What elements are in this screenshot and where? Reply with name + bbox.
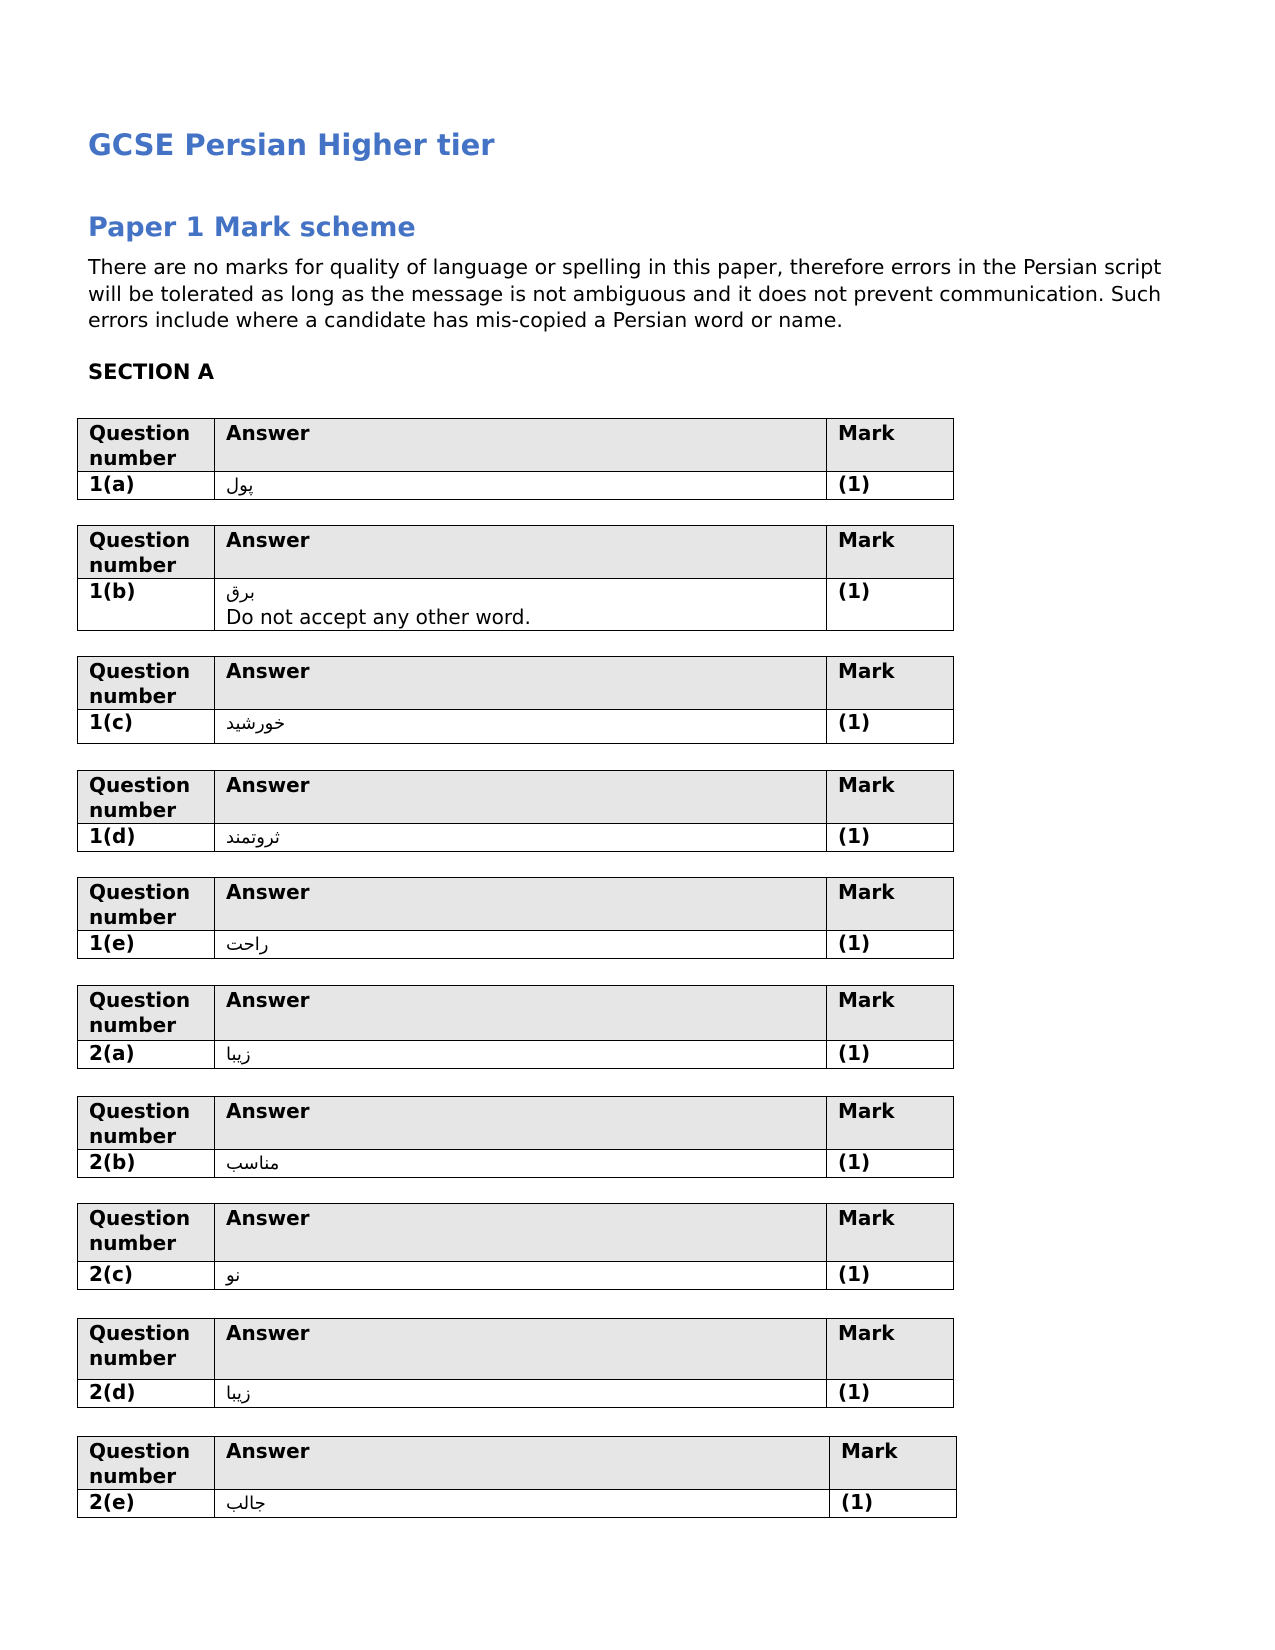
mark-header: Mark: [827, 419, 954, 472]
answer-header: Answer: [215, 1097, 827, 1150]
table-header-row: [78, 657, 954, 710]
mark-value: (1): [827, 1041, 954, 1069]
persian-answer: جالب: [226, 1493, 266, 1514]
mark-header: Mark: [827, 986, 954, 1041]
answer-header: Answer: [215, 657, 827, 710]
mark-header: Mark: [827, 657, 954, 710]
question-number-header: Question number: [78, 1204, 215, 1262]
table-header-row: [78, 419, 954, 472]
table-row: [78, 824, 954, 852]
question-number-header: Question number: [78, 1319, 215, 1380]
persian-answer: مناسب: [226, 1153, 280, 1174]
table-row: [78, 1380, 954, 1408]
question-table: [77, 1436, 957, 1518]
table-header-row: [78, 1319, 954, 1380]
mark-value: (1): [827, 1380, 954, 1408]
table-header-row: [78, 878, 954, 931]
mark-header: Mark: [827, 526, 954, 579]
mark-header: Mark: [830, 1437, 957, 1490]
table-header-row: [78, 986, 954, 1041]
mark-header: Mark: [827, 1097, 954, 1150]
question-number: 1(c): [78, 710, 215, 744]
question-table: [77, 1096, 954, 1178]
question-number: 2(c): [78, 1262, 215, 1290]
answer-cell: [215, 472, 827, 500]
mark-value: (1): [827, 1150, 954, 1178]
table-row: [78, 1490, 957, 1518]
question-table: [77, 985, 954, 1069]
answer-header: Answer: [215, 1204, 827, 1262]
mark-value: (1): [830, 1490, 957, 1518]
question-number: 2(a): [78, 1041, 215, 1069]
question-number: 1(d): [78, 824, 215, 852]
persian-answer: راحت: [226, 934, 269, 955]
persian-answer: نو: [226, 1265, 241, 1286]
answer-header: Answer: [215, 526, 827, 579]
answer-cell: [215, 1490, 830, 1518]
question-number: 1(e): [78, 931, 215, 959]
question-table: [77, 418, 954, 500]
table-row: [78, 931, 954, 959]
answer-header: Answer: [215, 1437, 830, 1490]
table-header-row: [78, 771, 954, 824]
question-table: [77, 877, 954, 959]
question-table: [77, 1318, 954, 1408]
answer-cell: [215, 824, 827, 852]
question-number-header: Question number: [78, 878, 215, 931]
mark-value: (1): [827, 472, 954, 500]
answer-cell: [215, 1262, 827, 1290]
table-header-row: [78, 526, 954, 579]
answer-header: Answer: [215, 878, 827, 931]
answer-cell: [215, 931, 827, 959]
mark-value: (1): [827, 1262, 954, 1290]
answer-cell: [215, 1041, 827, 1069]
persian-answer: برق: [226, 582, 255, 603]
question-number-header: Question number: [78, 526, 215, 579]
table-row: [78, 579, 954, 631]
persian-answer: زیبا: [226, 1044, 251, 1065]
table-row: [78, 1150, 954, 1178]
question-number: 2(b): [78, 1150, 215, 1178]
mark-header: Mark: [827, 1204, 954, 1262]
persian-answer: ثروتمند: [226, 827, 280, 848]
mark-value: (1): [827, 824, 954, 852]
mark-value: (1): [827, 931, 954, 959]
question-table: [77, 1203, 954, 1290]
question-table: [77, 656, 954, 744]
mark-value: (1): [827, 579, 954, 631]
table-header-row: [78, 1437, 957, 1490]
answer-header: Answer: [215, 419, 827, 472]
table-row: [78, 710, 954, 744]
answer-header: Answer: [215, 986, 827, 1041]
question-number-header: Question number: [78, 1437, 215, 1490]
mark-header: Mark: [827, 1319, 954, 1380]
intro-paragraph: There are no marks for quality of language or spelling in this paper, therefore errors in the Persian script will be tolerated as long as the message is not ambiguous and it does not prevent communication. Such errors include where a candidate has mis-copied a Persian word or name.: [88, 255, 1162, 332]
persian-answer: پول: [226, 475, 254, 496]
table-row: [78, 1041, 954, 1069]
mark-header: Mark: [827, 771, 954, 824]
question-number: 2(d): [78, 1380, 215, 1408]
question-table: [77, 525, 954, 631]
document-title: GCSE Persian Higher tier: [88, 128, 495, 162]
question-number-header: Question number: [78, 986, 215, 1041]
document-subtitle: Paper 1 Mark scheme: [88, 212, 416, 243]
question-number-header: Question number: [78, 657, 215, 710]
mark-value: (1): [827, 710, 954, 744]
question-number: 1(b): [78, 579, 215, 631]
answer-cell: [215, 1380, 827, 1408]
question-number-header: Question number: [78, 419, 215, 472]
persian-answer: خورشید: [226, 713, 286, 734]
answer-cell: [215, 1150, 827, 1178]
table-header-row: [78, 1097, 954, 1150]
section-heading: SECTION A: [88, 360, 215, 384]
answer-header: Answer: [215, 1319, 827, 1380]
table-header-row: [78, 1204, 954, 1262]
answer-cell: [215, 579, 827, 631]
answer-note: Do not accept any other word.: [226, 605, 531, 629]
question-number-header: Question number: [78, 1097, 215, 1150]
mark-header: Mark: [827, 878, 954, 931]
persian-answer: زیبا: [226, 1383, 251, 1404]
table-row: [78, 1262, 954, 1290]
question-number: 2(e): [78, 1490, 215, 1518]
question-number: 1(a): [78, 472, 215, 500]
question-table: [77, 770, 954, 852]
question-number-header: Question number: [78, 771, 215, 824]
answer-header: Answer: [215, 771, 827, 824]
answer-cell: [215, 710, 827, 744]
table-row: [78, 472, 954, 500]
